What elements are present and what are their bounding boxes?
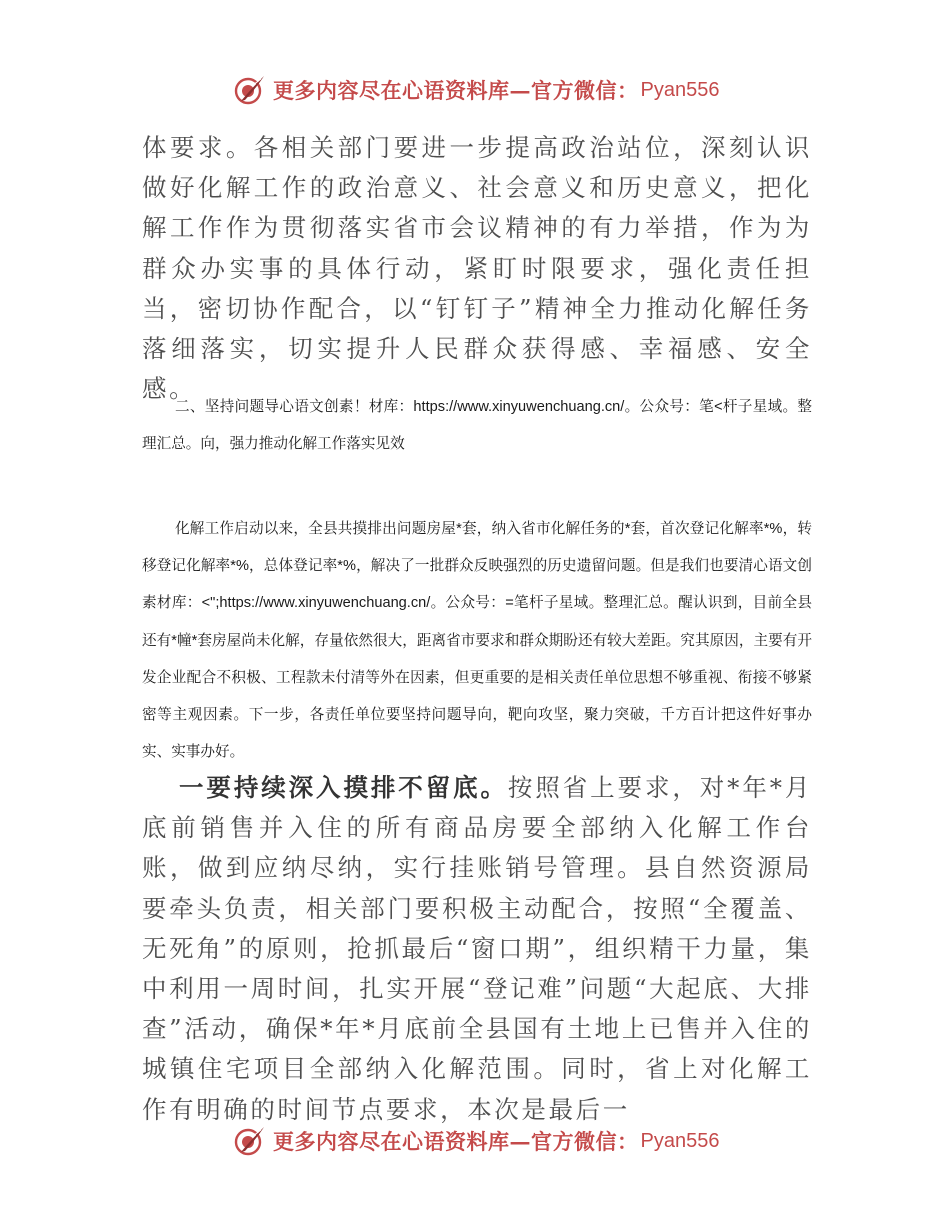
watermark-wechat-id: Pyan556 — [640, 1129, 720, 1152]
watermark-wechat-id: Pyan556 — [640, 78, 720, 101]
paragraph-lead-heading: 一要持续深入摸排不留底。 — [179, 773, 508, 802]
body-paragraph-3: 化解工作启动以来，全县共摸排出问题房屋*套，纳入省市化解任务的*套，首次登记化解率*%，转移登记化解率*%，总体登记率*%，解决了一批群众反映强烈的历史遗留问题。但是我们也要清心语文创素材库：<";https://www.xinyuwenchuang.cn/。公众号：=笔杆子星域。整理汇总。醒认识到，目前全县还有*幢*套房屋尚未化解，存量依然很大，距离省市要求和群众期盼还有较大差距。究其原因，主要有开发企业配合不积极、工程款未付清等外在因素，但更重要的是相关责任单位思想不够重视、衔接不够紧密等主观因素。下一步，各责任单位要坚持问题导向，靶向攻坚，聚力突破，千方百计把这件好事办实、实事办好。 — [142, 521, 812, 761]
watermark-footer — [233, 1123, 719, 1159]
watermark-text: 更多内容尽在心语资料库—官方微信： — [273, 1129, 639, 1154]
watermark-text: 更多内容尽在心语资料库—官方微信： — [273, 78, 639, 103]
body-paragraph-1: 体要求。各相关部门要进一步提高政治站位，深刻认识做好化解工作的政治意义、社会意义和历史意义，把化解工作作为贯彻落实省市会议精神的有力举措，作为为群众办实事的具体行动，紧盯时限要求，强化责任担当，密切协作配合，以“钉钉子”精神全力推动化解任务落细落实，切实提升人民群众获得感、幸福感、安全感。 — [142, 133, 812, 404]
paragraph-4-text: 按照省上要求，对*年*月底前销售并入住的所有商品房要全部纳入化解工作台账，做到应纳尽纳，实行挂账销号管理。县自然资源局要牵头负责，相关部门要积极主动配合，按照“全覆盖、无死角”的原则，抢抓最后“窗口期”，组织精干力量，集中利用一周时间，扎实开展“登记难”问题“大起底、大排查”活动，确保*年*月底前全县国有土地上已售并入住的城镇住宅项目全部纳入化解范围。同时，省上对化解工作有明确的时间节点要求，本次是最后一 — [142, 773, 812, 1124]
watermark-header — [233, 72, 719, 108]
quill-logo-icon — [233, 73, 267, 107]
section-heading-2: 二、坚持问题导心语文创素！材库：https://www.xinyuwenchuang.cn/。公众号：笔<杆子星域。整理汇总。向，强力推动化解工作落实见效 — [142, 399, 812, 453]
quill-logo-icon — [233, 1124, 267, 1158]
body-paragraph-4 — [142, 768, 812, 1130]
